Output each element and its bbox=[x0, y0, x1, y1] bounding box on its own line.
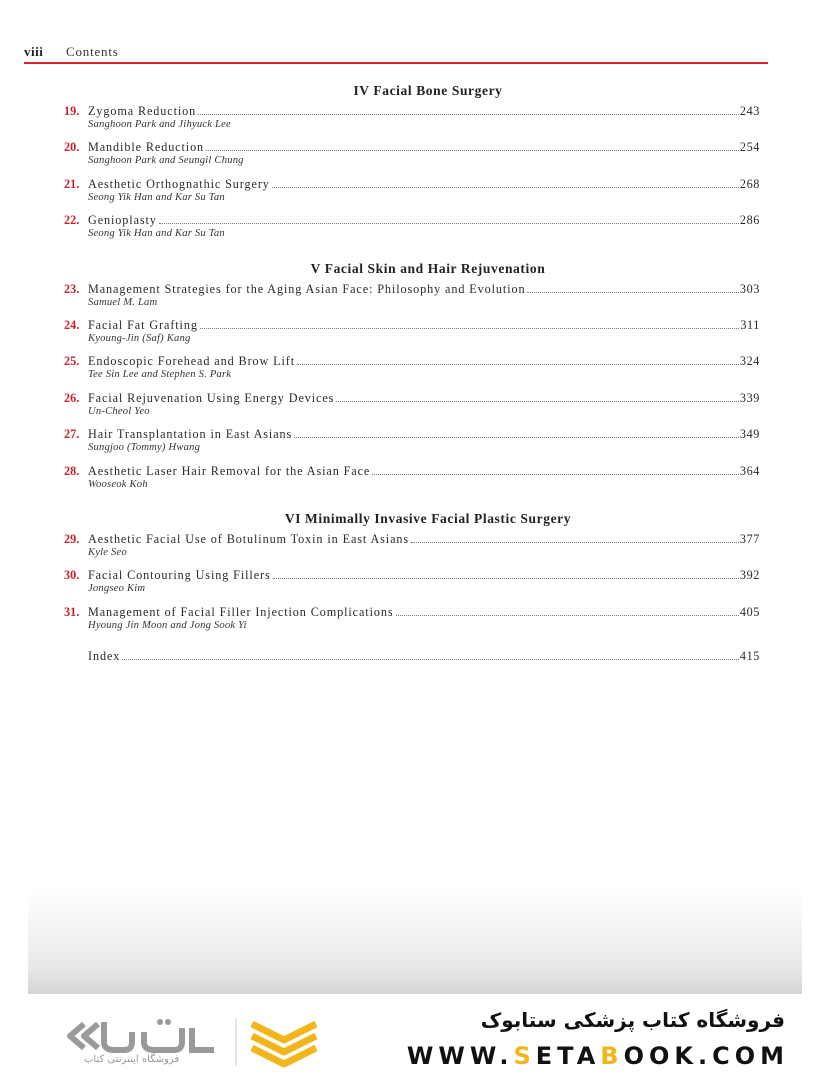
page-number: viii bbox=[24, 44, 44, 59]
index-page: 415 bbox=[739, 649, 760, 664]
dot-leader bbox=[297, 364, 739, 365]
table-of-contents bbox=[64, 80, 760, 683]
chapter-title: Aesthetic Orthognathic Surgery bbox=[88, 176, 270, 191]
url-prefix: WWW. bbox=[406, 1042, 514, 1070]
url-letter-s: S bbox=[513, 1042, 536, 1070]
chapter-page: 243 bbox=[739, 104, 760, 118]
running-title: Contents bbox=[66, 44, 119, 59]
part-gap bbox=[64, 248, 760, 258]
bottom-fade bbox=[28, 890, 802, 994]
chapter-number: 22. bbox=[64, 213, 80, 228]
toc-entry-line bbox=[64, 530, 760, 548]
dot-leader bbox=[122, 659, 739, 660]
chapter-title: Facial Contouring Using Fillers bbox=[88, 568, 271, 583]
chapter-number: 25. bbox=[64, 354, 80, 369]
chapter-authors: Seong Yik Han and Kar Su Tan bbox=[88, 228, 225, 240]
chapter-title: Facial Rejuvenation Using Energy Devices bbox=[88, 390, 335, 405]
dot-leader bbox=[294, 437, 739, 438]
dot-leader bbox=[336, 401, 739, 402]
dot-leader bbox=[396, 615, 739, 616]
chapter-page: 303 bbox=[739, 281, 760, 296]
chapter-authors: Hyoung Jin Moon and Jong Sook Yi bbox=[88, 619, 247, 631]
chapter-authors: Kyoung-Jin (Saf) Kang bbox=[88, 332, 191, 344]
chapter-page: 254 bbox=[739, 140, 760, 155]
toc-entry bbox=[64, 316, 760, 352]
toc-entry-line bbox=[64, 316, 760, 334]
dot-leader bbox=[411, 542, 739, 543]
chapter-number: 31. bbox=[64, 604, 80, 619]
chapter-title: Hair Transplantation in East Asians bbox=[88, 427, 293, 442]
chapter-authors: Samuel M. Lam bbox=[88, 296, 158, 308]
chapter-page: 324 bbox=[739, 354, 760, 369]
toc-entry-line bbox=[64, 211, 760, 229]
toc-entry-line bbox=[64, 280, 760, 298]
toc-entry-line bbox=[64, 389, 760, 407]
chapter-title: Mandible Reduction bbox=[88, 140, 205, 155]
url-letter-k: K bbox=[674, 1042, 698, 1070]
chapter-number: 21. bbox=[64, 176, 80, 191]
chapter-page: 268 bbox=[739, 176, 760, 191]
toc-entry bbox=[64, 530, 760, 566]
chapter-authors: Seong Yik Han and Kar Su Tan bbox=[88, 191, 225, 203]
toc-entry bbox=[64, 603, 760, 639]
chapter-title: Management Strategies for the Aging Asian Face: Philosophy and Evolution bbox=[88, 281, 526, 296]
toc-entry bbox=[64, 211, 760, 247]
chapter-title: Zygoma Reduction bbox=[88, 104, 197, 118]
dot-leader bbox=[273, 578, 739, 579]
dot-leader bbox=[372, 474, 739, 475]
chapter-number: 24. bbox=[64, 317, 80, 332]
chapter-page: 392 bbox=[739, 568, 760, 583]
toc-entry-line bbox=[64, 138, 760, 156]
dot-leader bbox=[527, 292, 738, 293]
toc-entry bbox=[64, 175, 760, 211]
setabook-logo bbox=[64, 1012, 334, 1072]
chapter-page: 339 bbox=[739, 390, 760, 405]
header-rule bbox=[24, 62, 768, 64]
toc-entry-line bbox=[64, 425, 760, 443]
toc-entry-line bbox=[64, 352, 760, 370]
url-letter-o2: O bbox=[648, 1042, 675, 1070]
chapter-number: 26. bbox=[64, 390, 80, 405]
chapter-page: 349 bbox=[739, 427, 760, 442]
url-letter-t: T bbox=[557, 1042, 577, 1070]
part-gap bbox=[64, 498, 760, 508]
part-heading: IV Facial Bone Surgery bbox=[353, 83, 503, 98]
url-letter-a: A bbox=[576, 1042, 601, 1070]
chapter-number: 30. bbox=[64, 568, 80, 583]
website-url bbox=[407, 1042, 789, 1070]
toc-index-entry bbox=[64, 647, 760, 683]
toc-entry bbox=[64, 102, 760, 138]
dot-leader bbox=[272, 187, 739, 188]
dot-leader bbox=[200, 328, 740, 329]
chapter-authors: Jongseo Kim bbox=[88, 583, 146, 595]
url-suffix: .COM bbox=[697, 1042, 789, 1070]
url-letter-o1: O bbox=[623, 1042, 649, 1070]
chapter-title: Facial Fat Grafting bbox=[88, 317, 198, 332]
chapter-authors: Sanghoon Park and Jihyuck Lee bbox=[88, 119, 231, 130]
part-heading: V Facial Skin and Hair Rejuvenation bbox=[310, 260, 546, 276]
chapter-title: Endoscopic Forehead and Brow Lift bbox=[88, 354, 296, 369]
dot-leader bbox=[198, 114, 739, 115]
chapter-authors: Wooseok Koh bbox=[88, 478, 148, 490]
index-title: Index bbox=[88, 649, 121, 664]
toc-entry bbox=[64, 280, 760, 316]
chapter-authors: Un-Cheol Yeo bbox=[88, 405, 150, 417]
chapter-authors: Kyle Seo bbox=[88, 546, 127, 558]
toc-entry bbox=[64, 138, 760, 174]
toc-entry-line bbox=[64, 603, 760, 621]
chapter-authors: Sungjoo (Tommy) Hwang bbox=[88, 442, 201, 454]
chapter-number: 27. bbox=[64, 427, 80, 442]
toc-entry-line bbox=[64, 566, 760, 584]
chapter-page: 286 bbox=[739, 213, 760, 228]
toc-entry-line bbox=[64, 462, 760, 480]
chapter-title: Genioplasty bbox=[88, 213, 157, 228]
chapter-title: Management of Facial Filler Injection Complications bbox=[88, 604, 394, 619]
toc-entry bbox=[64, 389, 760, 425]
toc-entry bbox=[64, 352, 760, 388]
chapter-number: 28. bbox=[64, 463, 80, 478]
chapter-page: 364 bbox=[739, 463, 760, 478]
chapter-page: 377 bbox=[739, 531, 760, 546]
chapter-page: 311 bbox=[740, 317, 760, 332]
store-name: فروشگاه کتاب پزشکی ستابوک bbox=[480, 1008, 785, 1032]
chapter-authors: Tee Sin Lee and Stephen S. Park bbox=[88, 369, 232, 381]
toc-entry-line bbox=[64, 102, 760, 120]
index-gap bbox=[64, 639, 760, 647]
chapter-page: 405 bbox=[739, 604, 760, 619]
url-letter-e: E bbox=[535, 1042, 558, 1070]
chapter-title: Aesthetic Facial Use of Botulinum Toxin in East Asians bbox=[88, 531, 410, 546]
toc-entry bbox=[64, 462, 760, 498]
url-letter-b: B bbox=[600, 1042, 624, 1070]
dot-leader bbox=[159, 223, 739, 224]
page-header bbox=[24, 44, 768, 64]
toc-entry bbox=[64, 566, 760, 602]
chapter-title: Aesthetic Laser Hair Removal for the Asian Face bbox=[88, 463, 371, 478]
publisher-footer bbox=[0, 994, 829, 1080]
chapter-number: 20. bbox=[64, 140, 80, 155]
chapter-number: 29. bbox=[64, 531, 80, 546]
logo-subtitle: فروشگاه اینترنتی کتاب bbox=[84, 1054, 180, 1065]
toc-entry-line bbox=[64, 175, 760, 193]
chapter-authors: Sanghoon Park and Seungil Chung bbox=[88, 155, 244, 167]
toc-entry-line bbox=[64, 647, 760, 665]
part-heading: VI Minimally Invasive Facial Plastic Surgery bbox=[284, 510, 572, 526]
dot-leader bbox=[206, 150, 739, 151]
chapter-number: 19. bbox=[64, 104, 80, 118]
toc-entry bbox=[64, 425, 760, 461]
chapter-number: 23. bbox=[64, 281, 80, 296]
